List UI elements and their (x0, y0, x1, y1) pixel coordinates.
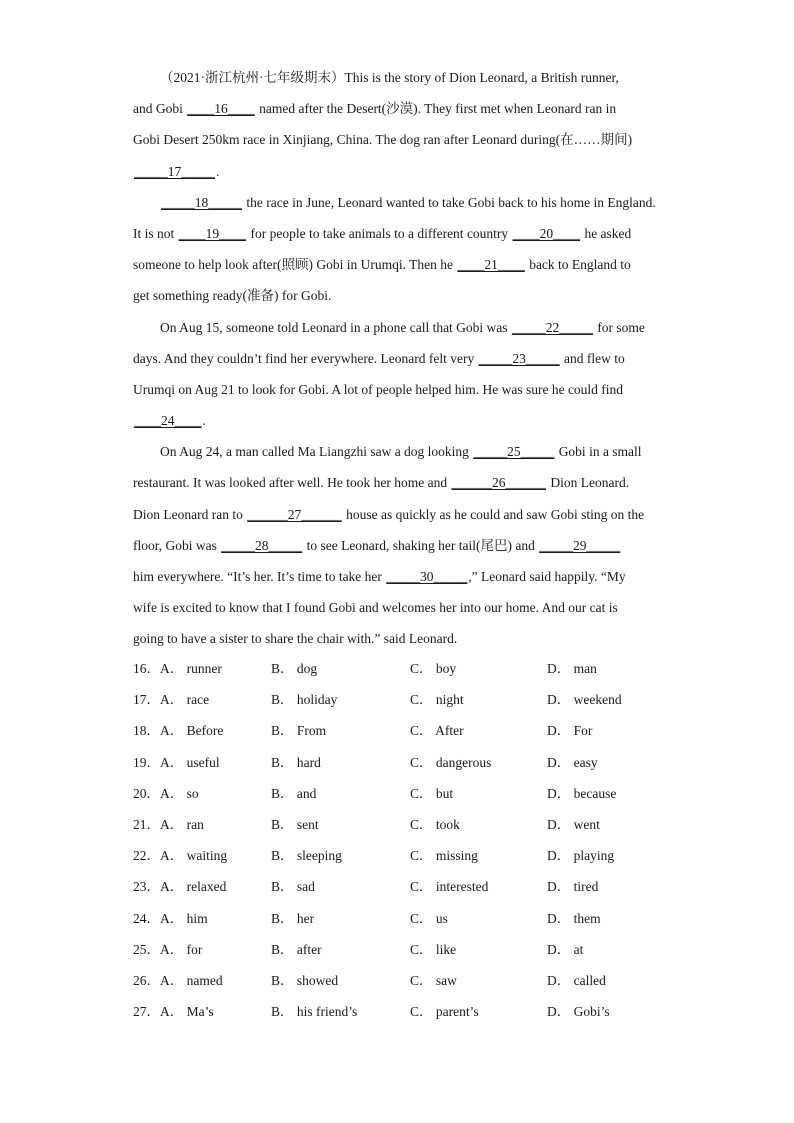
option-c: C． took (410, 816, 460, 832)
option-a: 21．A． ran (133, 816, 204, 832)
option-row-26 (133, 965, 673, 996)
passage-text: to see Leonard, shaking her tail(尾巴) and (303, 537, 539, 553)
passage-text: On Aug 24, a man called Ma Liangzhi saw a dog looking (160, 444, 473, 460)
option-b: B． From (271, 723, 327, 739)
option-c: C． us (410, 910, 448, 926)
passage-text: This is the story of Dion Leonard, a British runner, (344, 70, 619, 85)
blank-19: ____19____ (178, 225, 247, 241)
option-c: C． night (410, 692, 464, 708)
passage-text: someone to help look after(照顾) Gobi in Urumqi. Then he (133, 257, 457, 273)
option-a: 26．A． named (133, 972, 223, 988)
passage-line (133, 374, 663, 405)
passage-text: for people to take animals to a different country (247, 225, 512, 241)
option-b: B． hard (271, 754, 321, 770)
option-b: B． after (271, 941, 322, 957)
option-a: 22．A． waiting (133, 848, 228, 864)
passage-text: . (216, 163, 220, 179)
passage-text: Dion Leonard ran to (133, 506, 247, 522)
option-c: C． saw (410, 972, 457, 988)
option-a: 20．A． so (133, 785, 199, 801)
blank-16: ____16____ (187, 101, 255, 117)
option-a: 19．A． useful (133, 754, 220, 770)
blank-28: _____28_____ (221, 537, 303, 553)
option-b: B． sad (271, 879, 315, 895)
passage-line (133, 561, 663, 592)
passage-text: and Gobi (133, 101, 187, 117)
option-a: 16．A． runner (133, 661, 222, 676)
option-b: B． sleeping (271, 848, 342, 864)
option-d: D． because (547, 785, 617, 801)
option-row-21 (133, 809, 673, 840)
answer-options (133, 653, 673, 1027)
passage-line (133, 249, 663, 280)
passage-line (133, 312, 663, 343)
option-a: 27．A． Ma’s (133, 1004, 214, 1020)
option-c: C． parent’s (410, 1004, 479, 1020)
blank-23: _____23_____ (478, 350, 560, 366)
option-a: 18．A． Before (133, 723, 224, 739)
passage-text: ,” Leonard said happily. “My (468, 569, 626, 584)
blank-26: ______26______ (451, 475, 547, 491)
option-c: C． dangerous (410, 754, 492, 770)
option-c: C． like (410, 941, 457, 957)
blank-17: _____17_____ (134, 163, 215, 179)
passage-line (133, 156, 663, 187)
option-b: B． and (271, 785, 317, 801)
option-c: C． interested (410, 879, 489, 895)
blank-18: _____18_____ (161, 194, 242, 210)
passage-line (133, 467, 663, 498)
option-row-20 (133, 778, 673, 809)
passage-text: he asked (581, 225, 632, 241)
reading-passage (133, 62, 663, 655)
option-c: C． After (410, 723, 464, 739)
passage-line (133, 187, 663, 218)
passage-text: get something ready(准备) for Gobi. (133, 288, 332, 304)
passage-line (133, 343, 663, 374)
passage-text: days. And they couldn’t find her everywhere. Leonard felt very (133, 350, 478, 366)
passage-text: It is not (133, 225, 178, 241)
option-d: D． at (547, 941, 584, 957)
passage-line (133, 405, 663, 436)
passage-text: Gobi Desert 250km race in Xinjiang, China. The dog ran after Leonard during(在……期间) (133, 132, 633, 148)
option-a: 25．A． for (133, 941, 203, 957)
blank-21: ____21____ (457, 257, 525, 273)
passage-text: Dion Leonard. (547, 475, 630, 491)
option-d: D． went (547, 816, 600, 832)
option-d: D． playing (547, 848, 615, 864)
passage-line (133, 93, 663, 124)
option-row-23 (133, 871, 673, 902)
option-a: 17．A． race (133, 692, 210, 708)
option-b: B． his friend’s (271, 1004, 358, 1020)
passage-text: . (202, 413, 206, 429)
option-d: D． weekend (547, 692, 622, 708)
source-tag: （2021·浙江杭州·七年级期末） (160, 70, 345, 85)
option-row-16 (133, 653, 673, 684)
option-row-22 (133, 840, 673, 871)
passage-line (133, 62, 663, 93)
passage-text: Gobi in a small (555, 444, 642, 460)
option-d: D． Gobi’s (547, 1004, 610, 1020)
passage-text: and flew to (560, 350, 625, 366)
option-d: D． called (547, 972, 606, 988)
option-d: D． them (547, 910, 601, 926)
option-c: C． boy (410, 661, 457, 676)
option-c: C． missing (410, 848, 478, 864)
passage-text: him everywhere. “It’s her. It’s time to take her (133, 569, 386, 584)
option-b: B． holiday (271, 692, 338, 708)
passage-text: restaurant. It was looked after well. He took her home and (133, 475, 451, 491)
passage-line (133, 530, 663, 561)
passage-text: named after the Desert(沙漠). They first met when Leonard ran in (255, 101, 617, 117)
option-row-27 (133, 996, 673, 1027)
blank-30: _____30_____ (386, 569, 468, 584)
passage-text: wife is excited to know that I found Gobi and welcomes her into our home. And our cat is (133, 600, 618, 616)
blank-25: _____25_____ (473, 444, 555, 460)
option-d: D． tired (547, 879, 599, 895)
passage-text: going to have a sister to share the chair with.” said Leonard. (133, 631, 458, 647)
option-d: D． For (547, 723, 593, 739)
passage-line (133, 499, 663, 530)
passage-text: house as quickly as he could and saw Gobi sting on the (342, 506, 645, 522)
passage-line (133, 280, 663, 311)
passage-line (133, 592, 663, 623)
option-d: D． easy (547, 754, 598, 770)
passage-line (133, 436, 663, 467)
passage-text: back to England to (525, 257, 631, 273)
passage-text: the race in June, Leonard wanted to take Gobi back to his home in England. (243, 194, 656, 210)
option-row-25 (133, 934, 673, 965)
option-a: 23．A． relaxed (133, 879, 227, 895)
option-b: B． showed (271, 972, 339, 988)
option-row-18 (133, 715, 673, 746)
option-b: B． her (271, 910, 315, 926)
option-a: 24．A． him (133, 910, 208, 926)
blank-22: _____22_____ (511, 319, 593, 335)
option-row-19 (133, 747, 673, 778)
blank-27: ______27______ (247, 506, 342, 522)
option-row-17 (133, 684, 673, 715)
passage-text: for some (593, 319, 645, 335)
passage-line (133, 623, 663, 654)
option-row-24 (133, 903, 673, 934)
passage-text: Urumqi on Aug 21 to look for Gobi. A lot of people helped him. He was sure he could find (133, 381, 624, 397)
option-c: C． but (410, 785, 454, 801)
blank-24: ____24____ (134, 413, 202, 429)
passage-text: On Aug 15, someone told Leonard in a phone call that Gobi was (160, 319, 511, 335)
blank-20: ____20____ (512, 225, 581, 241)
passage-text: floor, Gobi was (133, 537, 221, 553)
passage-line (133, 124, 663, 155)
passage-line (133, 218, 663, 249)
option-d: D． man (547, 661, 597, 676)
blank-29: _____29_____ (539, 537, 621, 553)
option-b: B． dog (271, 661, 318, 676)
option-b: B． sent (271, 816, 319, 832)
